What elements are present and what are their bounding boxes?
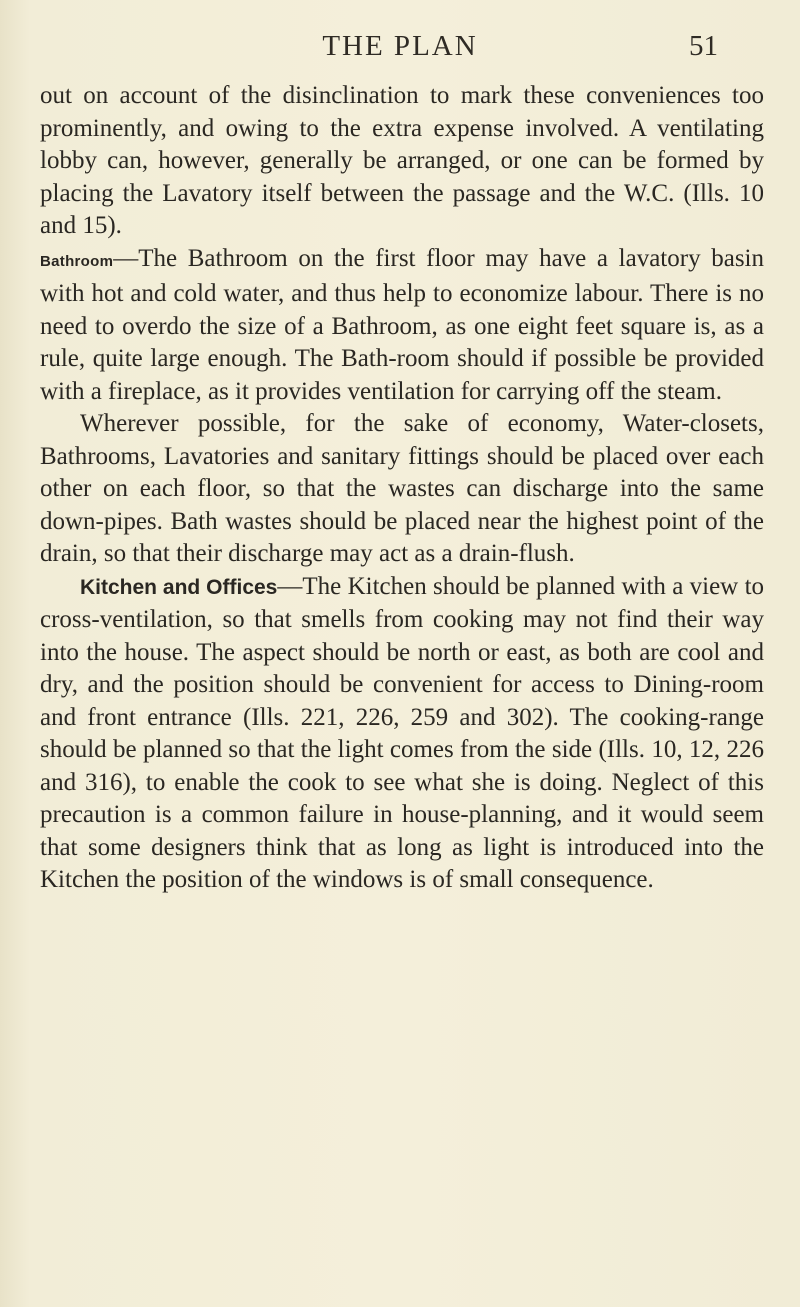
sidehead-kitchen: Kitchen and Offices <box>80 575 278 599</box>
body-text <box>40 80 764 897</box>
sidehead-separator: — <box>113 244 139 272</box>
sidehead-separator: — <box>277 572 303 600</box>
sidehead-bathroom: Bathroom <box>40 252 114 270</box>
paragraph-lavatory-continued: out on account of the disinclination to mark these conveniences too prominently, and owing to the extra expense involved. A ventilating lobby can, however, generally be arranged, or one can be formed by placing the Lavatory itself between the passage and the W.C. (Ills. 10 and 15). <box>40 82 764 239</box>
paragraph-bathroom <box>40 243 764 409</box>
paragraph-wastes: Wherever possible, for the sake of economy, Water-closets, Bathrooms, Lavatories and sanitary fittings should be placed over each other on each floor, so that the wastes can discharge into the same down-pipes. Bath wastes should be placed near the highest point of the drain, so that their discharge may act as a drain-flush. <box>40 410 764 567</box>
paragraph-bathroom-text: The Bathroom on the first floor may have a lavatory basin with hot and cold water, and thus help to economize labour. There is no need to overdo the size of a Bathroom, as one eight feet square is, as a rule, quite large enough. The Bath-room should if possible be provided with a fireplace, as it provides ventilation for carrying off the steam. <box>40 244 764 405</box>
paragraph-kitchen-text: The Kitchen should be planned with a view to cross-ventilation, so that smells from cooking may not find their way into the house. The aspect should be north or east, as both are cool and dry, and the position should be convenient for access to Dining-room and front entrance (Ills. 221, 226, 259 and 302). The cooking-range should be planned so that the light comes from the side (Ills. 10, 12, 226 and 316), to enable the cook to see what she is doing. Neglect of this precaution is a common failure in house-planning, and it would seem that some designers think that as long as light is introduced into the Kitchen the position of the windows is of small consequence. <box>40 572 765 893</box>
running-title: THE PLAN <box>322 30 478 62</box>
page-header <box>0 30 800 70</box>
page-number: 51 <box>689 30 718 62</box>
paragraph-kitchen <box>40 571 764 897</box>
